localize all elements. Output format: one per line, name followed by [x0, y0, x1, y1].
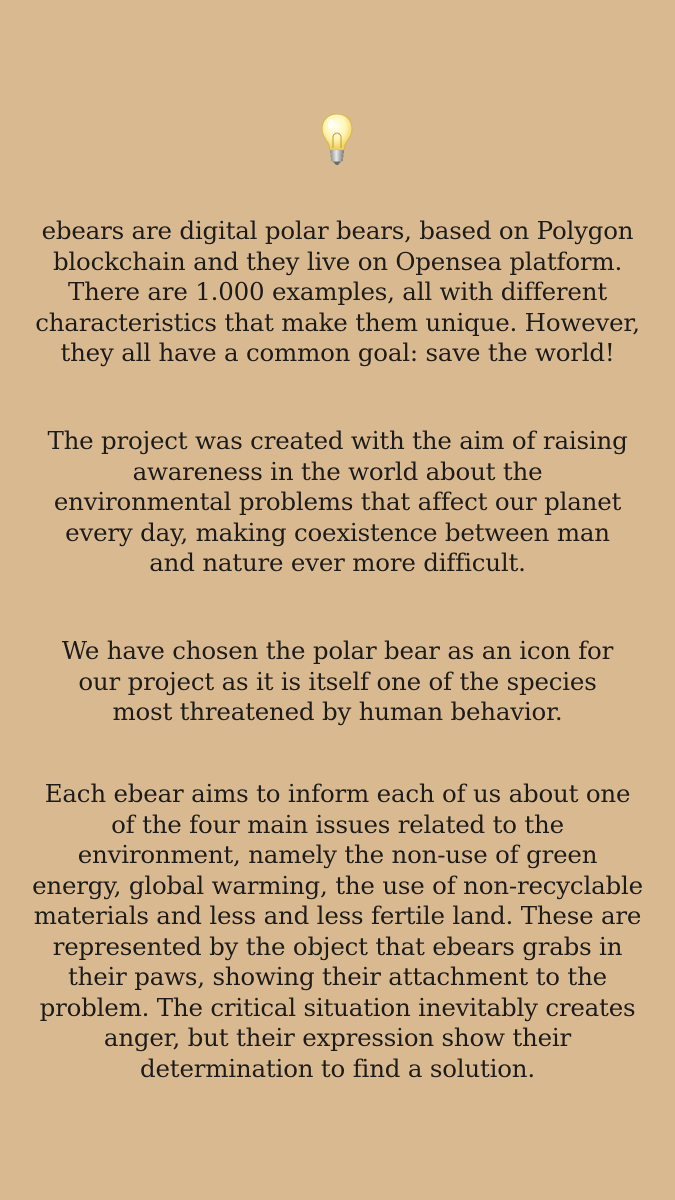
intro-paragraph: ebears are digital polar bears, based on Polygon blockchain and they live on Opensea platform. There are 1.000 examples, all with different characteristics that make them unique. However, they all have a common goal: save the world!	[35, 216, 640, 367]
project-aim-paragraph: The project was created with the aim of raising awareness in the world about the environmental problems that affect our planet every day, making coexistence between man and nature ever more difficult.	[47, 426, 628, 577]
issues-paragraph: Each ebear aims to inform each of us about one of the four main issues related to the environment, namely the non-use of green energy, global warming, the use of non-recyclable materials and less and less fertile land. These are represented by the object that ebears grabs in their paws, showing their attachment to the problem. The critical situation inevitably creates anger, but their expression show their determination to find a solution.	[32, 779, 643, 1083]
polar-bear-icon-paragraph: We have chosen the polar bear as an icon for our project as it is itself one of the species most threatened by human behavior.	[61, 636, 614, 726]
light-bulb-icon	[319, 112, 355, 168]
